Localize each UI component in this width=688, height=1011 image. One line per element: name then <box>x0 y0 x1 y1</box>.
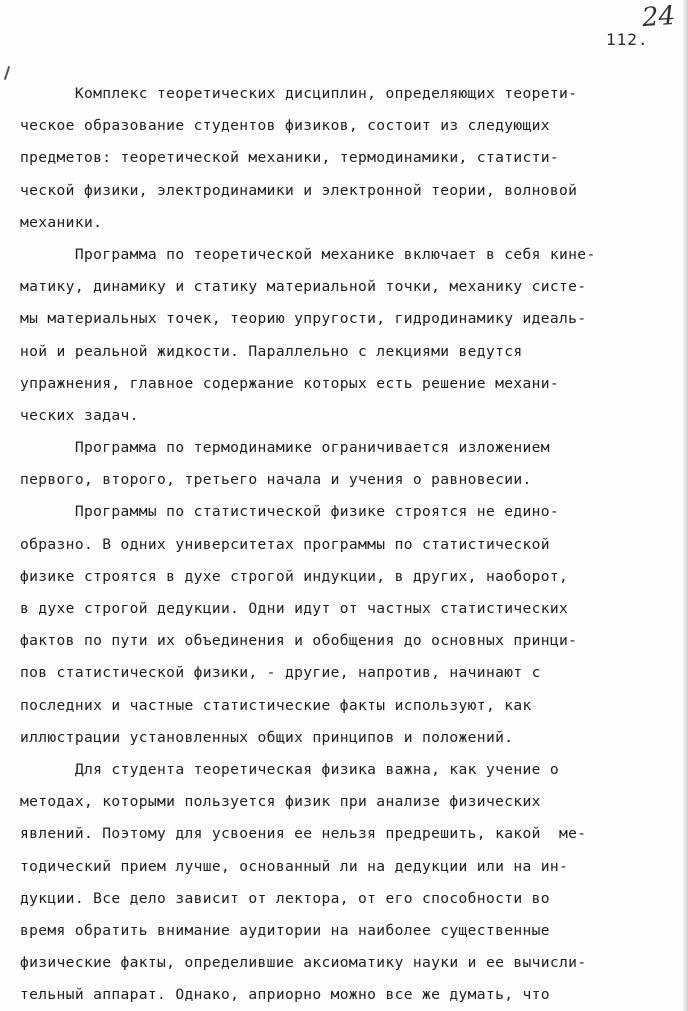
handwritten-page-number: 24 <box>640 0 677 34</box>
text-line: мы материальных точек, теорию упругости, гидродинамику идеаль- <box>20 310 587 328</box>
margin-mark <box>4 66 10 80</box>
text-line: ческих задач. <box>20 406 139 424</box>
text-line: ной и реальной жидкости. Параллельно с лекциями ведутся <box>20 342 523 360</box>
typed-page-number: 112. <box>606 30 649 49</box>
text-line: тельный аппарат. Однако, априорно можно все же думать, что <box>20 986 550 1004</box>
text-line: явлений. Поэтому для усвоения ее нельзя предрешить, какой ме- <box>20 825 587 843</box>
text-line: ческое образование студентов физиков, состоит из следующих <box>20 117 550 135</box>
text-line: дукции. Все дело зависит от лектора, от его способности во <box>20 889 550 907</box>
text-line: матику, динамику и статику материальной точки, механику систе- <box>20 278 587 296</box>
text-line: механики. <box>20 213 103 231</box>
text-line: время обратить внимание аудитории на наиболее существенные <box>20 921 550 939</box>
typewritten-body <box>20 78 675 1011</box>
text-line: первого, второго, третьего начала и учения о равновесии. <box>20 471 532 489</box>
text-line: фактов по пути их объединения и обобщения до основных принци- <box>20 632 578 650</box>
text-line: Программы по статистической физике строятся не едино- <box>20 503 560 521</box>
text-line: методах, которыми пользуется физик при анализе физических <box>20 793 541 811</box>
text-line: образно. В одних университетах программы по статистической <box>20 535 550 553</box>
text-line: упражнения, главное содержание которых есть решение механи- <box>20 374 560 392</box>
text-line: Комплекс теоретических дисциплин, определяющих теорети- <box>20 85 578 102</box>
page-edge-shadow <box>682 0 688 1011</box>
text-line: пов статистической физики, - другие, напротив, начинают с <box>20 664 541 682</box>
text-line: Для студента теоретическая физика важна, как учение о <box>20 760 560 778</box>
text-line: иллюстрации установленных общих принципов и положений. <box>20 728 514 746</box>
text-line: физике строятся в духе строгой индукции, в других, наоборот, <box>20 567 569 585</box>
text-line: Программа по термодинамике ограничивается изложением <box>20 439 550 457</box>
text-line: физические факты, определившие аксиоматику науки и ее вычисли- <box>20 954 587 972</box>
text-line: тодический прием лучше, основанный ли на дедукции или на ин- <box>20 857 569 875</box>
text-line: Программа по теоретической механике включает в себя кине- <box>20 245 596 263</box>
text-line: ческой физики, электродинамики и электронной теории, волновой <box>20 181 578 199</box>
text-line: последних и частные статистические факты используют, как <box>20 696 532 714</box>
text-line: предметов: теоретической механики, термодинамики, статисти- <box>20 149 560 167</box>
text-line: в духе строгой дедукции. Одни идут от частных статистических <box>20 600 569 617</box>
